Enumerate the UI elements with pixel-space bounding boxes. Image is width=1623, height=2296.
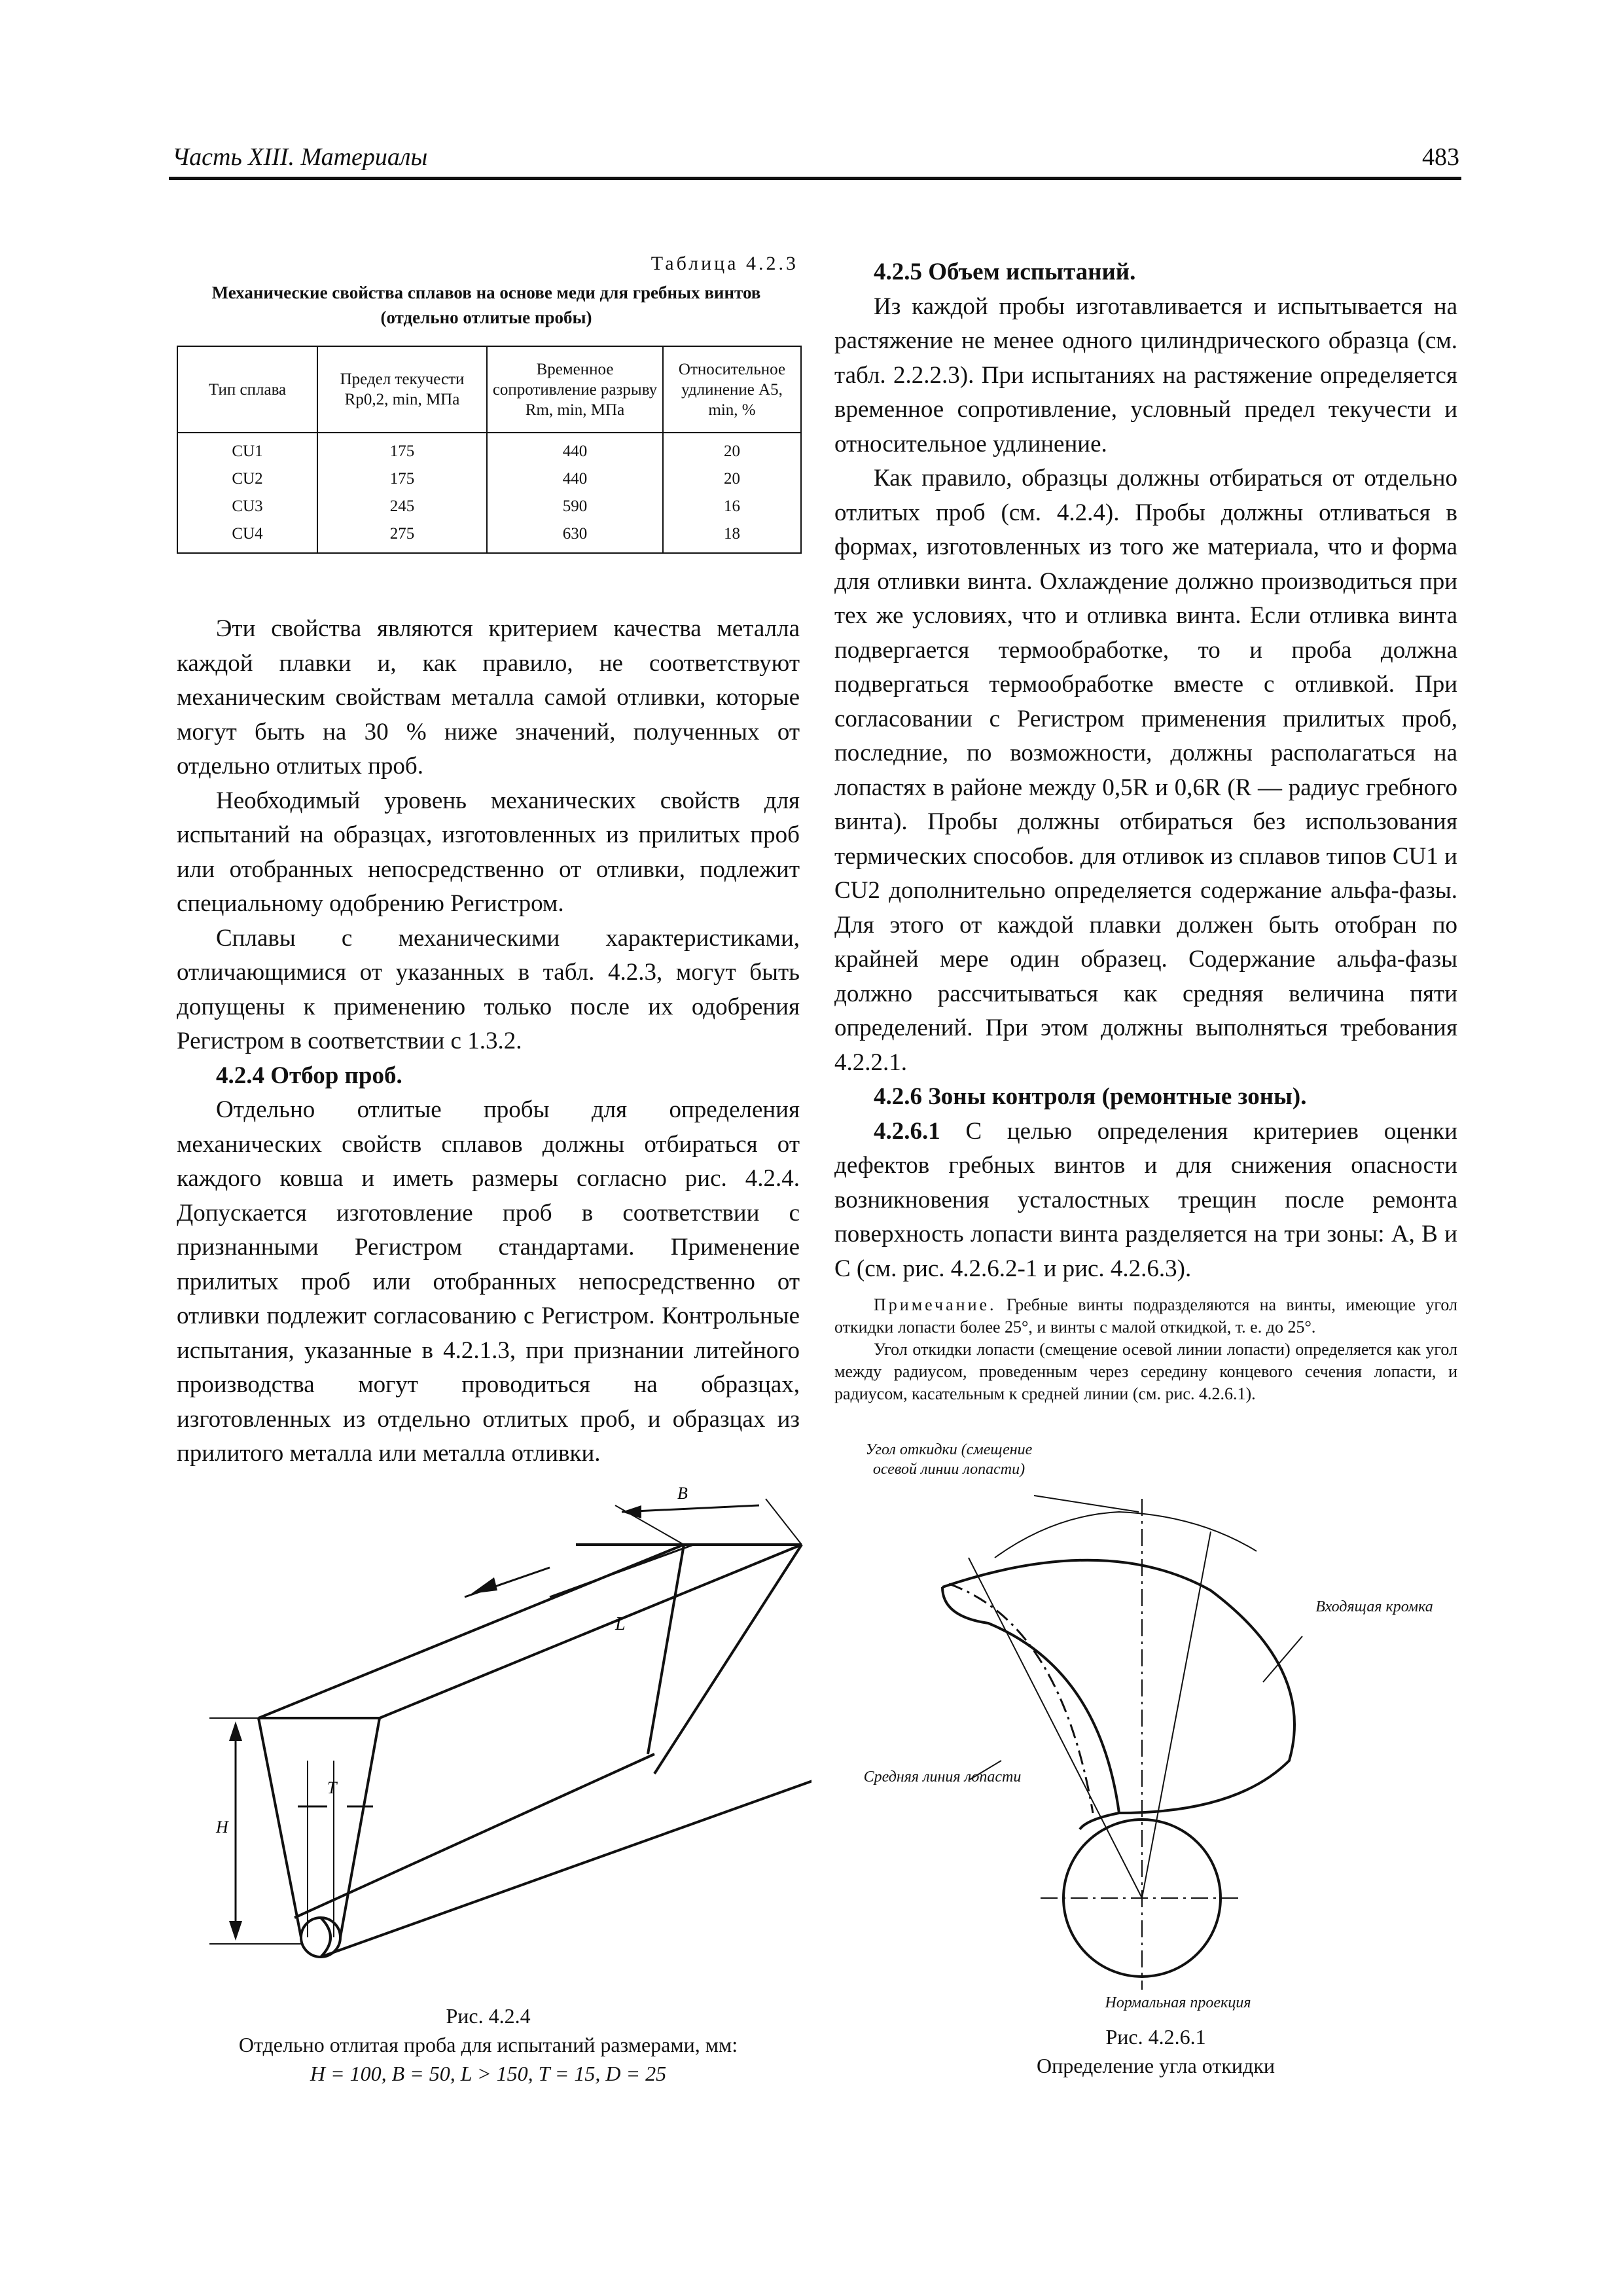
arrow-head	[622, 1505, 641, 1518]
table-cell: 175	[317, 465, 487, 493]
arrow-head	[229, 1921, 242, 1941]
arrow-head	[471, 1577, 497, 1594]
table-cell: 175	[317, 433, 487, 465]
paragraph: Как правило, образцы должны отбираться от отдельно отлитых проб (см. 4.2.4). Пробы должны отливаться в формах, изготовленных из того же материала, что и форма для отливки винта. Охлаждение должно производиться при тех же условиях, что и отливка винта. Если отливка винта подвергается термообработке, то и проба должна подвергаться термообработке вместе с отливкой. При согласовании с Регистром применения прилитых проб, последние, по возможности, должны располагаться на лопастях в районе между 0,5R и 0,6R (R — радиус гребного винта). Пробы должны отбираться без использования термических способов. для отливок из сплавов типов CU1 и CU2 дополнительно определяется содержание альфа-фазы. Для этого от каждой плавки должен быть отобран по крайней мере один образец. Содержание альфа-фазы должно рассчитываться как средняя величина пяти определений. При этом должны выполняться требования 4.2.2.1.	[834, 465, 1457, 1076]
figure-4-2-4-caption	[177, 2001, 800, 2088]
trailing-edge	[942, 1587, 1119, 1813]
leader-line	[969, 1761, 1001, 1780]
dim-line	[622, 1505, 759, 1512]
figure-4-2-4-drawing	[196, 1460, 812, 2003]
paragraph: Эти свойства являются критерием качества металла каждой плавки и, как правило, не соответствуют механическим свойствам металла самой отливки, которые могут быть на 30 % ниже значений, полученных от отдельно отлитых проб.	[177, 615, 800, 780]
paragraph	[834, 1115, 1457, 1287]
outline-line	[380, 1545, 802, 1718]
dim-line	[766, 1499, 802, 1545]
radius-line	[969, 1558, 1142, 1898]
running-header-title: Часть XIII. Материалы	[172, 143, 428, 171]
section-heading-4-2-6: 4.2.6 Зоны контроля (ремонтные зоны).	[874, 1083, 1307, 1110]
table-row	[177, 465, 801, 493]
table-cell: 20	[663, 433, 801, 465]
figure-4-2-6-1-drawing	[844, 1473, 1466, 1990]
table-cell: 20	[663, 465, 801, 493]
wall-line	[654, 1545, 802, 1774]
paragraph: Сплавы с механическими характеристиками, отличающимися от указанных в табл. 4.2.3, могут быть допущены к применению только после их одобрения Регистром в соответствии с 1.3.2.	[177, 924, 800, 1054]
clause-text: С целью определения критериев оценки дефектов гребных винтов и для снижения опасности возникновения усталостных трещин после ремонта поверхность лопасти винта разделяется на три зоны: A, B и C (см. рис. 4.2.6.2-1 и рис. 4.2.6.3).	[834, 1117, 1457, 1282]
dim-label-t: T	[327, 1778, 337, 1797]
header-rule	[169, 177, 1461, 180]
bar-section	[321, 1918, 330, 1957]
wall-line	[259, 1718, 301, 1937]
label-skew-angle: Угол откидки (смещение осевой линии лопасти)	[865, 1441, 1033, 1478]
left-column	[177, 612, 800, 1471]
label-normal-projection: Нормальная проекция	[1105, 1994, 1251, 2011]
table-cell: CU1	[177, 433, 317, 465]
table-cell: 630	[487, 520, 663, 553]
table-cell: CU3	[177, 493, 317, 520]
table-cell: 275	[317, 520, 487, 553]
table-cell: CU2	[177, 465, 317, 493]
table-cell: 16	[663, 493, 801, 520]
column-header: Временное сопротивление разрыву Rm, min, МПа	[487, 346, 663, 433]
table-cell: 440	[487, 465, 663, 493]
bar-line	[294, 1754, 654, 1918]
section-heading-4-2-4: 4.2.4 Отбор проб.	[216, 1062, 402, 1089]
note-paragraph	[834, 1294, 1457, 1338]
dim-label-b: B	[677, 1484, 688, 1503]
note-label: Примечание.	[874, 1295, 997, 1314]
paragraph: Необходимый уровень механических свойств для испытаний на образцах, изготовленных из прилитых проб или отобранных непосредственно от отливки, подлежит специальному одобрению Регистром.	[177, 787, 800, 917]
figure-number: Рис. 4.2.6.1	[1105, 2025, 1206, 2049]
note-paragraph: Угол откидки лопасти (смещение осевой линии лопасти) определяется как угол между радиусом, проведенным через середину концевого сечения лопасти, и радиусом, касательным к средней линии (см. рис. 4.2.6.1).	[834, 1340, 1457, 1403]
figure-number: Рис. 4.2.4	[446, 2004, 531, 2028]
figure-title: Отдельно отлитая проба для испытаний размерами, мм:	[238, 2033, 738, 2056]
label-leading-edge: Входящая кромка	[1315, 1598, 1433, 1615]
radius-line	[1142, 1532, 1211, 1898]
leader-line	[1034, 1496, 1139, 1512]
column-header: Относительное удлинение A5, min, %	[663, 346, 801, 433]
wall-line	[340, 1718, 380, 1937]
table-header-row	[177, 346, 801, 433]
skew-arc	[995, 1512, 1257, 1558]
arrow-head	[229, 1721, 242, 1741]
section-heading-4-2-5: 4.2.5 Объем испытаний.	[874, 259, 1136, 285]
clause-number: 4.2.6.1	[874, 1117, 940, 1145]
paragraph: Из каждой пробы изготавливается и испытывается на растяжение не менее одного цилиндрического образца (см. табл. 2.2.2.3). При испытаниях на растяжение определяется временное сопротивление, условный предел текучести и относительное удлинение.	[834, 293, 1457, 457]
right-column	[834, 255, 1457, 1405]
table-row	[177, 493, 801, 520]
note-text: Гребные винты подразделяются на винты, имеющие угол откидки лопасти более 25°, и винты с малой откидкой, т. е. до 25°.	[834, 1295, 1457, 1336]
table-cell: CU4	[177, 520, 317, 553]
dim-line	[550, 1545, 694, 1597]
properties-table	[177, 346, 802, 554]
blade-outline	[942, 1560, 1294, 1829]
table-cell: 18	[663, 520, 801, 553]
table-number: Таблица 4.2.3	[651, 253, 798, 274]
wall-line	[648, 1545, 684, 1754]
paragraph: Отдельно отлитые пробы для определения механических свойств сплавов должны отбираться от каждого ковша и иметь размеры согласно рис. 4.2.4. Допускается изготовление проб в соответствии с признанными Регистром стандартами. Применение прилитых проб или отобранных непосредственно от отливки подлежит согласованию с Регистром. Контрольные испытания, указанные в 4.2.1.3, при признании литейного производства могут проводиться на образцах, изготовленных из отдельно отлитых проб, и образцах из прилитого металла или металла отливки.	[177, 1096, 800, 1467]
page-number: 483	[1422, 143, 1459, 171]
table-row	[177, 520, 801, 553]
label-mid-line: Средняя линия лопасти	[863, 1768, 1022, 1785]
figure-dims: H = 100, B = 50, L > 150, T = 15, D = 25	[310, 2062, 667, 2085]
column-header: Предел текучести Rp0,2, min, МПа	[317, 346, 487, 433]
dim-label-h: H	[216, 1818, 228, 1837]
table-cell: 440	[487, 433, 663, 465]
table-cell: 590	[487, 493, 663, 520]
column-header: Тип сплава	[177, 346, 317, 433]
figure-title: Определение угла откидки	[1037, 2054, 1275, 2077]
figure-4-2-6-1-caption	[844, 2022, 1467, 2080]
note-block	[834, 1294, 1457, 1405]
table-cell: 245	[317, 493, 487, 520]
dim-label-l: L	[615, 1614, 626, 1634]
table-caption: Механические свойства сплавов на основе меди для гребных винтов (отдельно отлитые пробы)	[211, 283, 761, 327]
table-row	[177, 433, 801, 465]
